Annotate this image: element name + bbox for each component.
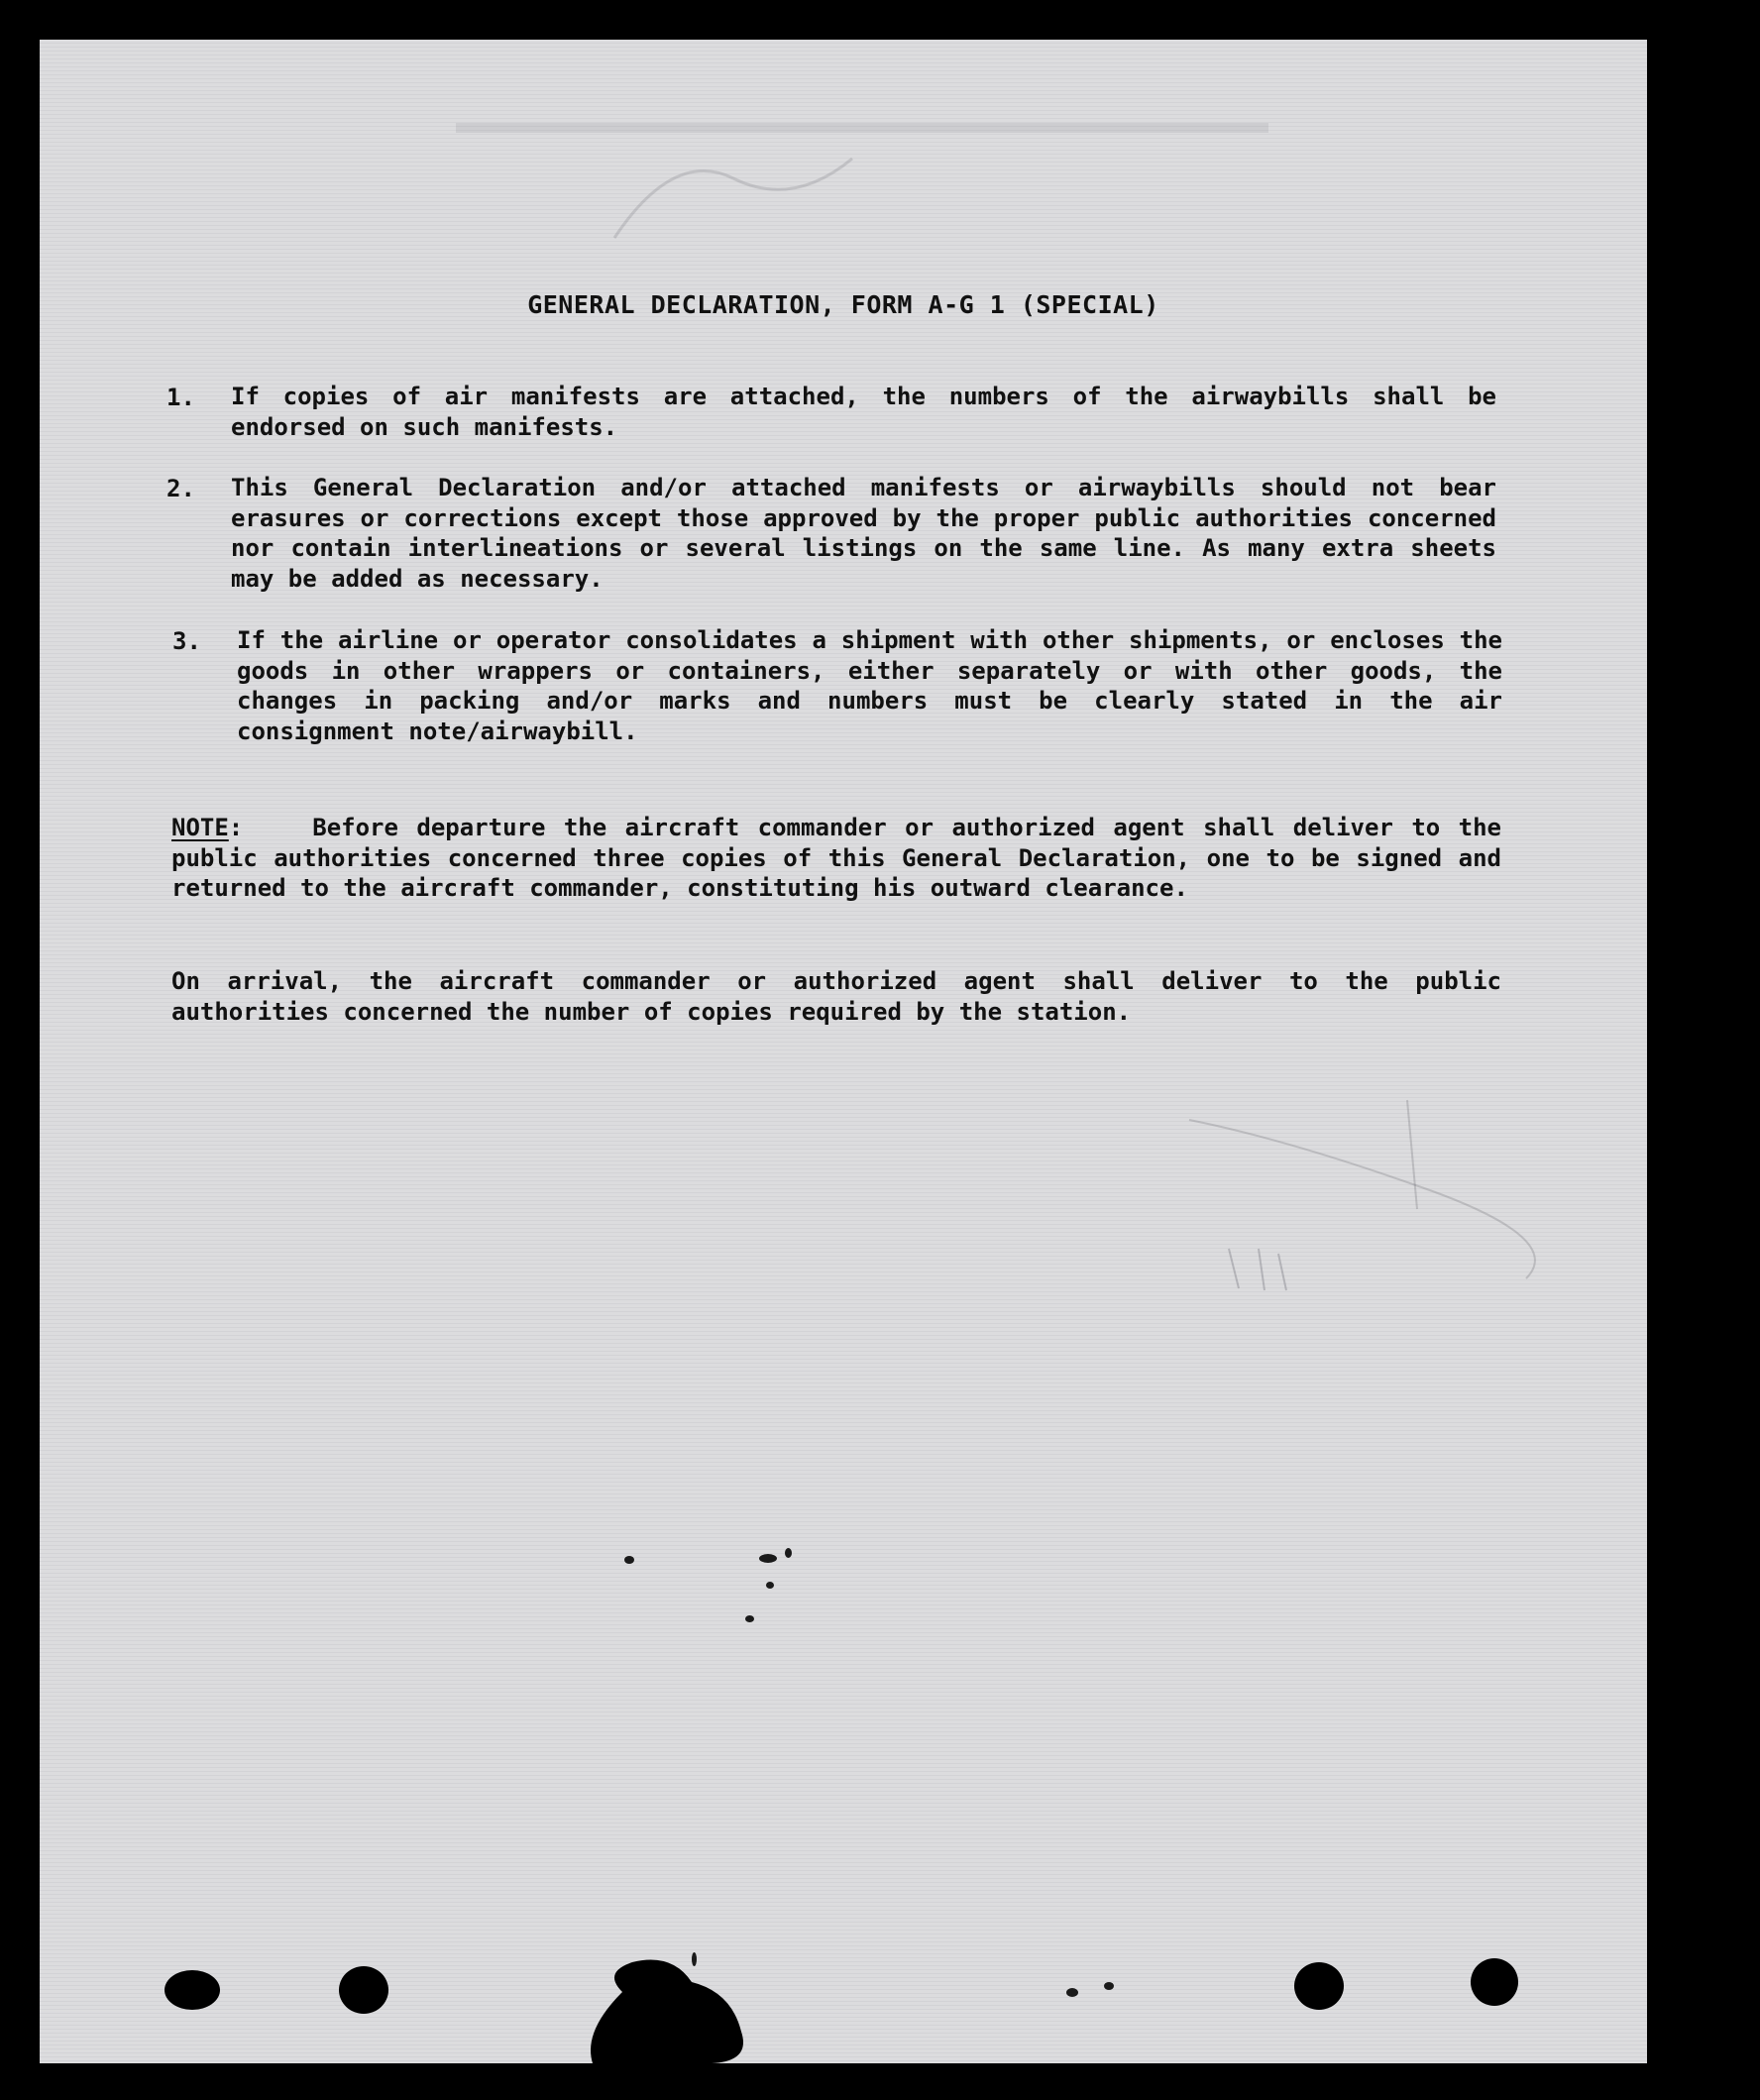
note-label: NOTE <box>171 814 229 841</box>
faint-handwriting-mark <box>1169 1080 1546 1318</box>
ink-speck <box>785 1548 792 1558</box>
binding-hole <box>1471 1958 1518 2006</box>
document-page <box>40 40 1647 2063</box>
binding-hole <box>165 1970 220 2010</box>
page-title: GENERAL DECLARATION, FORM A-G 1 (SPECIAL) <box>527 290 1159 319</box>
item-1-text: If copies of air manifests are attached, the numbers of the airwaybills shall be endorsed on such manifests. <box>231 383 1496 441</box>
ink-speck <box>745 1615 754 1622</box>
ink-speck <box>1066 1988 1078 1997</box>
ink-speck <box>759 1554 777 1563</box>
ink-speck <box>1104 1982 1114 1990</box>
item-3-text: If the airline or operator consolidates a shipment with other shipments, or encloses the goods in other wrappers or containers, either separately or with other goods, the changes in packing and/or marks and numbers must be clearly stated in the air consignment note/airwaybill. <box>237 626 1502 745</box>
ink-speck <box>766 1582 774 1589</box>
item-2-text: This General Declaration and/or attached manifests or airwaybills should not bear erasures or corrections except those approved by the proper public authorities concerned nor contain interlineations or several listings on the same line. As many extra sheets may be added as necessary. <box>231 474 1496 593</box>
arrival-paragraph: On arrival, the aircraft commander or authorized agent shall deliver to the public authorities concerned the number of copies required by the station. <box>171 967 1501 1026</box>
ink-speck <box>624 1556 634 1564</box>
note-paragraph <box>171 813 1501 904</box>
note-colon: : <box>228 814 244 841</box>
faint-pencil-mark <box>595 139 892 277</box>
item-3-number: 3. <box>172 627 201 655</box>
binding-hole <box>1294 1962 1344 2010</box>
torn-corner-stain <box>583 1952 761 2063</box>
binding-hole <box>339 1966 388 2014</box>
item-2-number: 2. <box>166 475 195 502</box>
note-text: Before departure the aircraft commander or authorized agent shall deliver to the public authorities concerned three copies of this General Declaration, one to be signed and returned to the aircraft commander, constituting his outward clearance. <box>171 814 1501 902</box>
item-1-number: 1. <box>166 384 195 411</box>
